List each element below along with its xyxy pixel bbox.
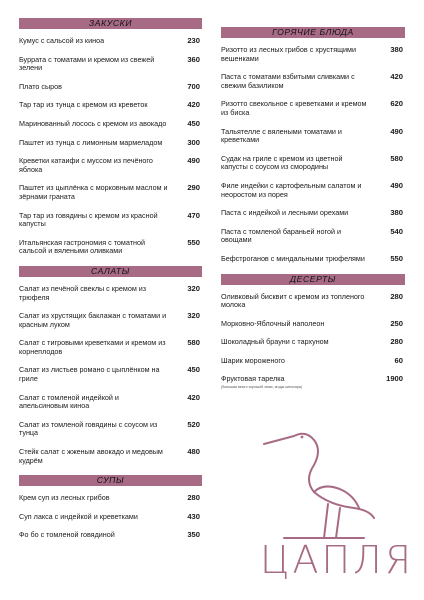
menu-item [19, 394, 202, 411]
item-name [221, 73, 371, 90]
menu-item [19, 239, 202, 256]
item-name [19, 531, 169, 540]
item-price: 490 [390, 126, 403, 136]
item-name [221, 100, 371, 117]
menu-item [19, 494, 202, 503]
logo-text: ЦАПЛЯ [260, 538, 415, 582]
item-price: 280 [390, 337, 403, 347]
item-name [19, 394, 169, 411]
item-name-text: Тальятелле с вялеными томатами и креветками [221, 126, 342, 145]
section-header-goryachie: ГОРЯЧИЕ БЛЮДА [221, 27, 405, 38]
item-name [221, 293, 371, 310]
menu-item [19, 212, 202, 229]
item-price: 320 [187, 283, 200, 293]
goryachie-list [221, 46, 405, 264]
item-name [221, 228, 371, 245]
item-price: 1900 [386, 374, 403, 384]
salaty-list [19, 285, 202, 465]
item-name [19, 494, 169, 503]
item-name [19, 339, 169, 356]
item-name [19, 139, 169, 148]
item-name-text: Салат из томленой говядины с соусом из тунца [19, 419, 158, 438]
item-name [19, 513, 169, 522]
item-name-text: Паштет из тунца с лимонным мармеладом [19, 137, 163, 147]
item-name [221, 255, 371, 264]
item-name-text: Плато сыров [19, 81, 62, 91]
item-name [221, 46, 371, 63]
menu-item [221, 375, 405, 389]
item-name [19, 120, 169, 129]
item-name-text: Салат из хрустящих баклажан с томатами и красным луком [19, 311, 167, 329]
item-price: 290 [187, 183, 200, 193]
item-name [221, 155, 371, 172]
item-name-text: Салат из листьев романо с цыплёнком на гриле [19, 365, 160, 384]
menu-item [19, 56, 202, 73]
section-header-salaty: САЛАТЫ [19, 266, 202, 277]
menu-item [221, 209, 405, 218]
item-price: 580 [187, 338, 200, 348]
item-price: 490 [187, 156, 200, 166]
item-name-text: Суп лакса с индейкой и креветками [19, 511, 138, 521]
item-name-text: Маринованный лосось с кремом из авокадо [19, 118, 167, 128]
item-name-text: Паста с томатами взбитыми сливками с свежим базиликом [221, 72, 355, 90]
item-price: 360 [187, 54, 200, 64]
item-name-text: Морковно-Яблочный наполеон [221, 318, 325, 328]
item-price: 520 [187, 419, 200, 429]
item-name [19, 83, 169, 92]
item-price: 550 [187, 237, 200, 247]
item-name-text: Тар тар из говядины с кремом из красной капусты [19, 210, 158, 229]
item-price: 580 [390, 153, 403, 163]
menu-item [221, 100, 405, 117]
menu-item [221, 293, 405, 310]
menu-item [19, 37, 202, 46]
item-name-text: Судак на гриле с кремом из цветной капусты с соусом из смородины [221, 153, 343, 172]
menu-item [19, 339, 202, 356]
item-name [19, 56, 169, 73]
item-name-text: Стейк салат с жженым авокадо и медовым кудрём [19, 447, 163, 465]
item-price: 700 [187, 81, 200, 91]
menu-item [19, 101, 202, 110]
item-name [19, 448, 169, 465]
item-name-text: Тар тар из тунца с кремом из креветок [19, 100, 148, 110]
item-name [19, 37, 169, 46]
item-price: 420 [187, 392, 200, 402]
item-price: 380 [390, 208, 403, 218]
item-name [19, 212, 169, 229]
item-price: 280 [390, 291, 403, 301]
section-header-deserty: ДЕСЕРТЫ [221, 274, 405, 285]
menu-item [19, 421, 202, 438]
section-header-supy: СУПЫ [19, 475, 202, 486]
heron-icon [254, 410, 384, 540]
menu-item [221, 320, 405, 329]
item-name [221, 209, 371, 218]
item-price: 350 [187, 530, 200, 540]
logo [254, 410, 415, 596]
item-name-text: Салат с тигровыми креветками и кремом из корнеплодов [19, 338, 166, 356]
menu-item [19, 312, 202, 329]
item-name [221, 320, 371, 329]
item-name [19, 101, 169, 110]
item-name [19, 312, 169, 329]
item-name-text: Шарик мороженого [221, 355, 285, 365]
item-price: 320 [187, 311, 200, 321]
item-name-text: Итальянская гастрономия с томатной сальсой и вялеными оливками [19, 237, 145, 256]
item-name-text: Паштет из цыплёнка с морковным маслом и зёрнами граната [19, 183, 168, 201]
menu-item [221, 338, 405, 347]
item-name [19, 421, 169, 438]
item-name-text: Ризотто из лесных грибов с хрустящими вешенками [221, 45, 357, 63]
menu-item [221, 357, 405, 366]
menu-item [19, 157, 202, 174]
section-header-zakuski: ЗАКУСКИ [19, 18, 202, 29]
menu-item [19, 531, 202, 540]
item-price: 380 [390, 45, 403, 54]
item-price: 540 [390, 226, 403, 236]
item-name-text: Филе индейки с картофельным салатом и нeopостом из порея [221, 180, 362, 199]
item-name-text: Крем суп из лесных грибов [19, 493, 110, 503]
item-name-text: Фруктовая тарелка [221, 374, 285, 384]
item-name-text: Ризотто свекольное с креветками и кремом из биска [221, 99, 367, 117]
menu-item [221, 128, 405, 145]
item-name-text: Креветки катаифи с муссом из печёного яблока [19, 156, 153, 174]
menu-item [221, 228, 405, 245]
menu-item [19, 513, 202, 522]
item-price: 420 [187, 100, 200, 110]
item-name-text: Паста с индейкой и лесными орехами [221, 208, 349, 218]
menu-item [19, 448, 202, 465]
menu-item [221, 73, 405, 90]
item-name-text: Салат с томленой индейкой и апельсиновым киноа [19, 392, 119, 411]
item-name-text: Оливковый бисквит с кремом из топленого молока [221, 291, 365, 310]
item-price: 490 [390, 180, 403, 190]
item-name [221, 182, 371, 199]
item-price: 430 [187, 511, 200, 521]
right-column [221, 18, 405, 399]
item-price: 450 [187, 365, 200, 375]
item-price: 420 [390, 72, 403, 82]
item-price: 250 [390, 318, 403, 328]
left-column [19, 18, 202, 550]
item-price: 280 [187, 493, 200, 503]
menu-item [19, 366, 202, 383]
item-name [19, 285, 169, 302]
item-name-text: Бефстроганов с миндальными трюфелями [221, 253, 365, 263]
item-price: 230 [187, 36, 200, 45]
menu-item [221, 46, 405, 63]
item-price: 470 [187, 210, 200, 220]
item-name [19, 239, 169, 256]
item-name-text: Кумус с сальсой из киноа [19, 36, 105, 45]
item-name [221, 357, 371, 366]
item-name [19, 157, 169, 174]
item-price: 550 [390, 253, 403, 263]
item-note: (большая много хорошей знаю, ягоды киносара) [221, 385, 302, 390]
item-name-text: Фо бо с томленой говядиной [19, 530, 115, 540]
zakuski-list [19, 37, 202, 256]
item-name-text: Паста с томленой бараньей ногой и овощами [221, 226, 341, 245]
item-name-text: Салат из печёной свеклы с кремом из трюфеля [19, 283, 147, 302]
item-price: 620 [390, 99, 403, 109]
menu-item [19, 139, 202, 148]
item-name [19, 184, 169, 201]
item-name [221, 128, 371, 145]
supy-list [19, 494, 202, 540]
menu-item [19, 285, 202, 302]
item-name [221, 375, 371, 389]
menu-item [19, 120, 202, 129]
item-name-text: Шоколадный брауни с тархуном [221, 337, 329, 347]
item-price: 60 [394, 355, 403, 365]
item-price: 450 [187, 118, 200, 128]
item-name [19, 366, 169, 383]
item-price: 300 [187, 137, 200, 147]
menu-item [221, 255, 405, 264]
menu-item [221, 182, 405, 199]
menu-item [19, 184, 202, 201]
menu-item [221, 155, 405, 172]
item-name [221, 338, 371, 347]
deserty-list [221, 293, 405, 390]
item-name-text: Буррата с томатами и кремом из свежей зелени [19, 54, 155, 73]
item-price: 480 [187, 447, 200, 457]
menu-item [19, 83, 202, 92]
